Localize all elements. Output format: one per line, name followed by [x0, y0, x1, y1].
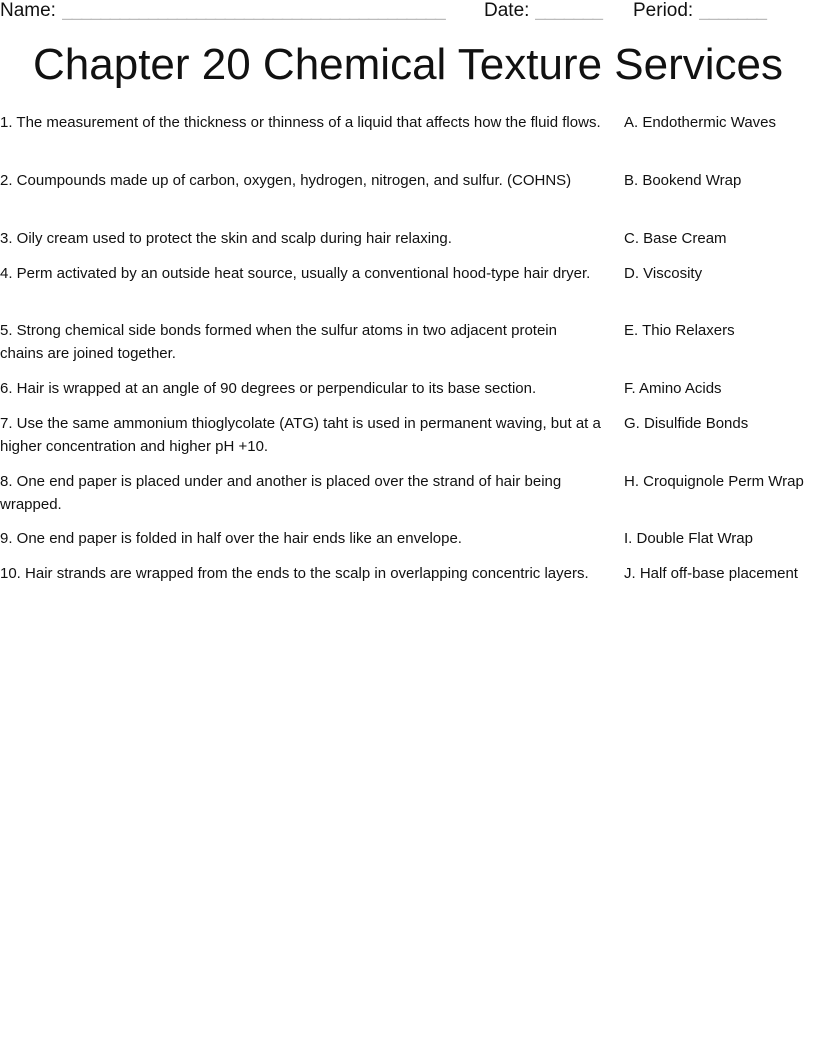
- list-item: [0, 262, 816, 319]
- answer-choice: B. Bookend Wrap: [624, 172, 742, 189]
- list-item: [0, 319, 816, 377]
- list-item: [0, 412, 816, 470]
- question-text: 1. The measurement of the thickness or thinness of a liquid that affects how the fluid flows.: [0, 114, 601, 131]
- question-text: 5. Strong chemical side bonds formed when the sulfur atoms in two adjacent protein chains are joined together.: [0, 322, 557, 362]
- period-blank[interactable]: _______: [699, 0, 766, 21]
- page-title: Chapter 20 Chemical Texture Services: [33, 40, 783, 89]
- answer-choice: E. Thio Relaxers: [624, 322, 735, 339]
- answer-choice: D. Viscosity: [624, 265, 703, 282]
- question-text: 8. One end paper is placed under and another is placed over the strand of hair being wrapped.: [0, 473, 562, 513]
- worksheet-header: [0, 0, 816, 24]
- list-item: [0, 527, 816, 562]
- list-item: [0, 169, 816, 227]
- question-text: 3. Oily cream used to protect the skin and scalp during hair relaxing.: [0, 230, 452, 247]
- answer-choice: A. Endothermic Waves: [624, 114, 776, 131]
- list-item: [0, 377, 816, 412]
- answer-choice: I. Double Flat Wrap: [624, 530, 753, 547]
- answer-choice: G. Disulfide Bonds: [624, 415, 749, 432]
- list-item: [0, 562, 816, 620]
- question-text: 9. One end paper is folded in half over the hair ends like an envelope.: [0, 530, 462, 547]
- name-blank[interactable]: ________________________________________: [62, 0, 445, 21]
- question-text: 10. Hair strands are wrapped from the ends to the scalp in overlapping concentric layers.: [0, 565, 589, 582]
- question-text: 4. Perm activated by an outside heat source, usually a conventional hood-type hair dryer.: [0, 265, 591, 282]
- question-text: 7. Use the same ammonium thioglycolate (ATG) taht is used in permanent waving, but at a higher concentration and higher pH +10.: [0, 415, 601, 455]
- answer-choice: F. Amino Acids: [624, 380, 722, 397]
- answer-choice: C. Base Cream: [624, 230, 727, 247]
- matching-list: [0, 111, 816, 620]
- list-item: [0, 227, 816, 262]
- question-text: 2. Coumpounds made up of carbon, oxygen, hydrogen, nitrogen, and sulfur. (COHNS): [0, 172, 572, 189]
- question-text: 6. Hair is wrapped at an angle of 90 degrees or perpendicular to its base section.: [0, 380, 537, 397]
- period-label: Period:: [633, 0, 694, 21]
- name-label: Name:: [0, 0, 56, 21]
- list-item: [0, 470, 816, 527]
- answer-choice: J. Half off-base placement: [624, 565, 798, 582]
- list-item: [0, 111, 816, 169]
- answer-choice: H. Croquignole Perm Wrap: [624, 473, 804, 490]
- date-label: Date:: [484, 0, 530, 21]
- date-blank[interactable]: _______: [535, 0, 602, 21]
